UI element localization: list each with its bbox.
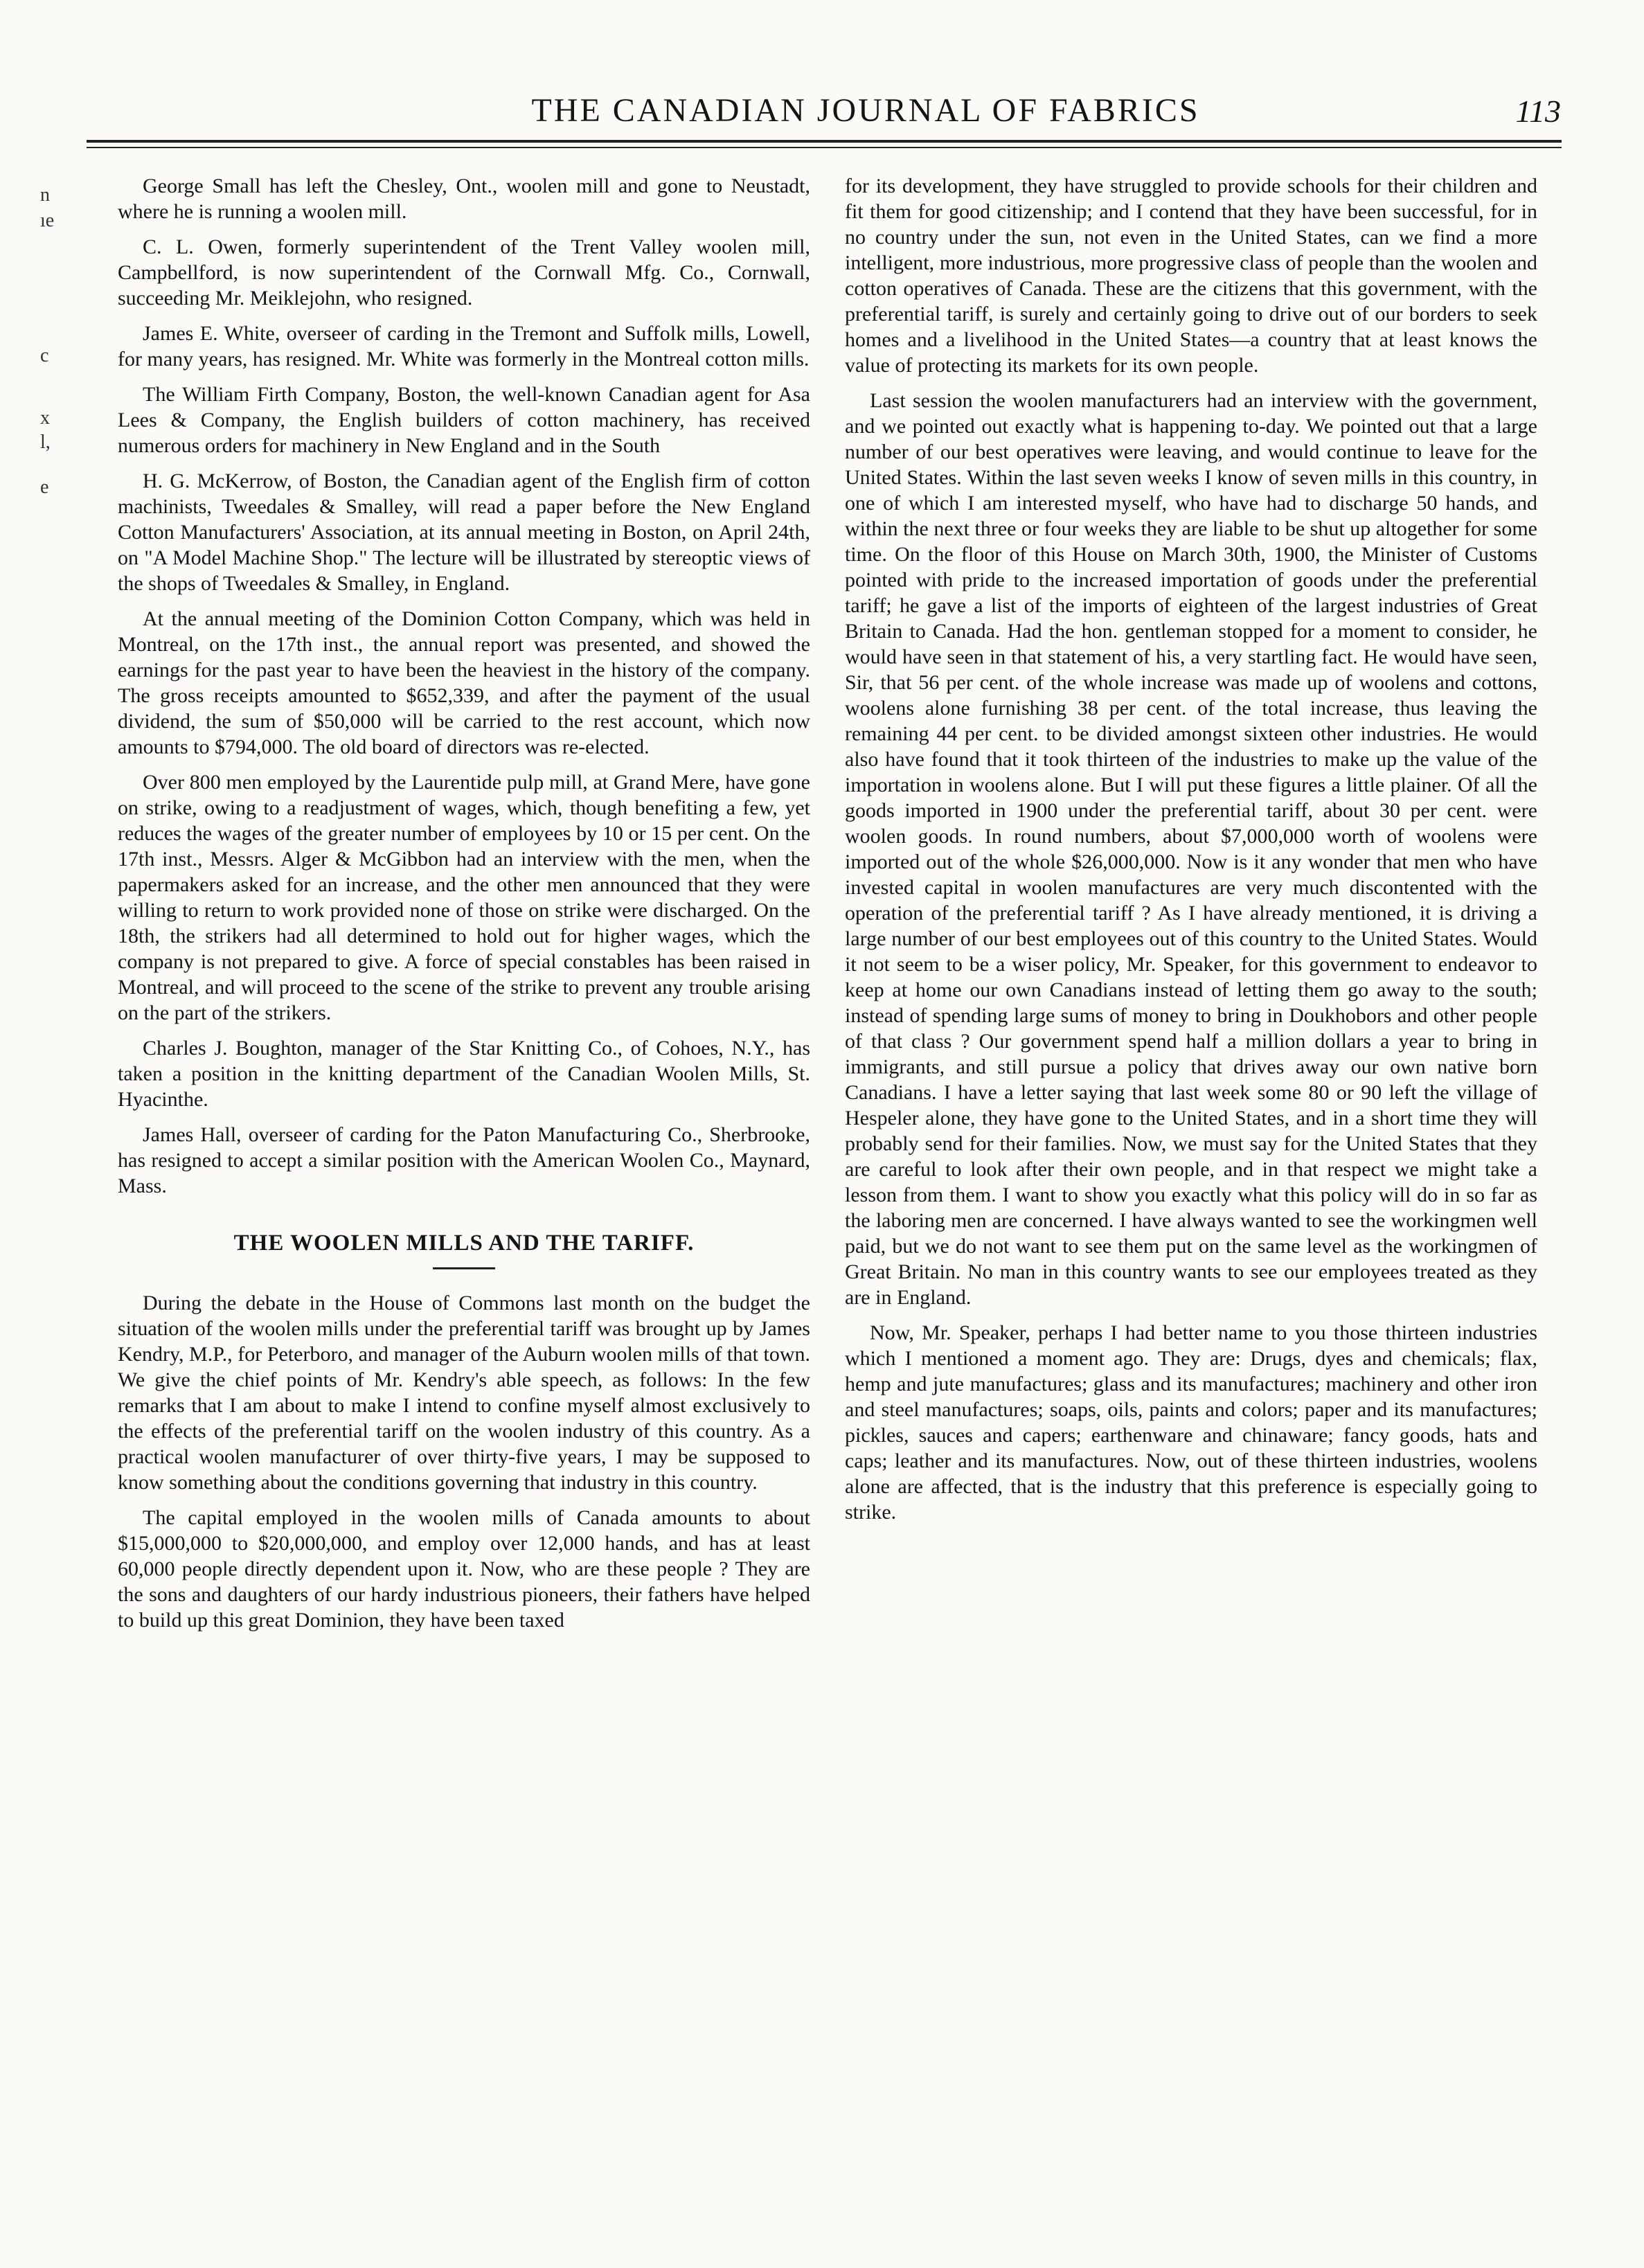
margin-fragment: x [40, 407, 50, 429]
news-item: George Small has left the Chesley, Ont., woolen mill and gone to Neustadt, where he is running a woolen mill. [118, 175, 810, 223]
article-paragraph: for its development, they have struggled to provide schools for their children and fit them for good citizenship; and I contend that they have been successful, for in no country under the sun, not even in the United States, can we find a more intelligent, more industrious, more progressive class of people than the woolen and cotton operatives of Canada. These are the citizens that this government, with the preferential tariff, is surely and certainly going to drive out of our borders to seek homes and a livelihood in the United States—a country that at least knows the value of protecting its markets for its own people. [845, 175, 1537, 377]
margin-fragment: n [40, 184, 50, 206]
right-column [845, 173, 1537, 1535]
article-paragraph: Now, Mr. Speaker, perhaps I had better name to you those thirteen industries which I mentioned a moment ago. They are: Drugs, dyes and chemicals; flax, hemp and jute manufactures; glass and its manufactures; machinery and other iron and steel manufactures; soaps, oils, paints and colors; paper and its manufactures; pickles, sauces and capers; earthenware and chinaware; fancy goods, hats and caps; leather and its manufactures. Now, out of these thirteen industries, woolens alone are affected, that is the industry that this preference is especially going to strike. [845, 1321, 1537, 1524]
news-item: James E. White, overseer of carding in the Tremont and Suffolk mills, Lowell, for many years, has resigned. Mr. White was formerly in the Montreal cotton mills. [118, 322, 810, 370]
page-number: 113 [1515, 93, 1561, 129]
running-title: THE CANADIAN JOURNAL OF FABRICS [531, 92, 1200, 129]
margin-fragment: ıe [40, 210, 55, 231]
news-item: Charles J. Boughton, manager of the Star Knitting Co., of Cohoes, N.Y., has taken a position in the knitting department of the Canadian Woolen Mills, St. Hyacinthe. [118, 1037, 810, 1111]
news-item: Over 800 men employed by the Laurentide pulp mill, at Grand Mere, have gone on strike, owing to a readjustment of wages, which, though benefiting a few, yet reduces the wages of the greater number of employees by 10 or 15 per cent. On the 17th inst., Messrs. Alger & McGibbon had an interview with the men, when the papermakers asked for an increase, and the other men announced that they were willing to return to work provided none of those on strike were discharged. On the 18th, the strikers had all determined to hold out for higher wages, which the company is not prepared to give. A force of special constables has been raised in Montreal, and will proceed to the scene of the strike to prevent any trouble arising on the part of the strikers. [118, 771, 810, 1024]
article-paragraph: Last session the woolen manufacturers had an interview with the government, and we pointed out exactly what is happening to-day. We pointed out that a large number of our best operatives were leaving, and would continue to leave for the United States. Within the last seven weeks I know of seven mills in this country, in one of which I am interested myself, who have had to discharge 50 hands, and within the next three or four weeks they are liable to be shut up altogether for some time. On the floor of this House on March 30th, 1900, the Minister of Customs pointed with pride to the increased importation of goods under the preferential tariff; he gave a list of the imports of eighteen of the largest industries of Great Britain to Canada. Had the hon. gentleman stopped for a moment to consider, he would have seen in that statement of his, a very startling fact. He would have seen, Sir, that 56 per cent. of the whole increase was made up of woolens and cottons, woolens alone furnishing 38 per cent. of the total increase, thus leaving the remaining 44 per cent. to be divided amongst sixteen other industries. He would also have found that it took thirteen of the industries to make up the value of the importation in woolens alone. But I will put these figures a little plainer. Of all the goods imported in 1900 under the preferential tariff, about 30 per cent. were woolen goods. In round numbers, about $7,000,000 worth of woolens were imported out of the whole $26,000,000. Now is it any wonder that men who have invested capital in woolen manufactures are very much discontented with the operation of the preferential tariff ? As I have already mentioned, it is driving a large number of our best employees out of this country to the United States. Would it not seem to be a wiser policy, Mr. Speaker, for this government to endeavor to keep at home our own Canadians instead of letting them go away to the south; instead of spending large sums of money to bring in Doukhobors and other people of that class ? Our government spend half a million dollars a year to bring in immigrants, and still pursue a policy that drives away our own native born Canadians. I have a letter saying that last week some 80 or 90 left the village of Hespeler alone, they have gone to the United States, and in a short time they will probably send for their families. Now, we must say for the United States that they are careful to look after their own people, and in that respect we might take a lesson from them. I want to show you exactly what this policy will do in so far as the laboring men are concerned. I have always wanted to see the workingmen well paid, but we do not want to see them put on the same level as the workingmen of Great Britain. No man in this country wants to see our employees treated as they are in England. [845, 389, 1537, 1309]
margin-fragment: l, [40, 431, 51, 453]
header-rule-bottom [87, 147, 1562, 148]
article-paragraph: During the debate in the House of Commons last month on the budget the situation of the woolen mills under the preferential tariff was brought up by James Kendry, M.P., for Peterboro, and manager of the Auburn woolen mills of that town. We give the chief points of Mr. Kendry's able speech, as follows: In the few remarks that I am about to make I intend to confine myself almost exclusively to the effects of the preferential tariff on the woolen industry of this country. As a practical woolen manufacturer of over thirty-five years, I may be supposed to know something about the conditions governing that industry in this country. [118, 1292, 810, 1494]
title-rule [433, 1267, 495, 1269]
header-rule-top [87, 140, 1562, 143]
margin-fragment: c [40, 345, 49, 366]
news-item: The William Firth Company, Boston, the well-known Canadian agent for Asa Lees & Company, the English builders of cotton machinery, has received numerous orders for machinery in New England and in the South [118, 383, 810, 457]
margin-fragment: e [40, 476, 49, 498]
news-item: James Hall, overseer of carding for the Paton Manufacturing Co., Sherbrooke, has resigned to accept a similar position with the American Woolen Co., Maynard, Mass. [118, 1123, 810, 1197]
news-item: H. G. McKerrow, of Boston, the Canadian agent of the English firm of cotton machinists, Tweedales & Smalley, will read a paper before the New England Cotton Manufacturers' Association, at its annual meeting in Boston, on April 24th, on "A Model Machine Shop." The lecture will be illustrated by stereoptic views of the shops of Tweedales & Smalley, in England. [118, 470, 810, 595]
article-paragraph: The capital employed in the woolen mills of Canada amounts to about $15,000,000 to $20,000,000, and employ over 12,000 hands, and has at least 60,000 people directly dependent upon it. Now, who are these people ? They are the sons and daughters of our hardy industrious pioneers, their fathers have helped to build up this great Dominion, they have been taxed [118, 1506, 810, 1632]
article-title: THE WOOLEN MILLS AND THE TARIFF. [233, 1231, 695, 1256]
news-item: C. L. Owen, formerly superintendent of the Trent Valley woolen mill, Campbellford, is now superintendent of the Cornwall Mfg. Co., Cornwall, succeeding Mr. Meiklejohn, who resigned. [118, 235, 810, 310]
page-header [0, 91, 1644, 147]
news-item: At the annual meeting of the Dominion Cotton Company, which was held in Montreal, on the 17th inst., the annual report was presented, and showed the earnings for the past year to have been the heaviest in the history of the company. The gross receipts amounted to $652,339, and after the payment of the usual dividend, the sum of $50,000 will be carried to the rest account, which now amounts to $794,000. The old board of directors was re-elected. [118, 607, 810, 758]
left-column [118, 173, 810, 1643]
